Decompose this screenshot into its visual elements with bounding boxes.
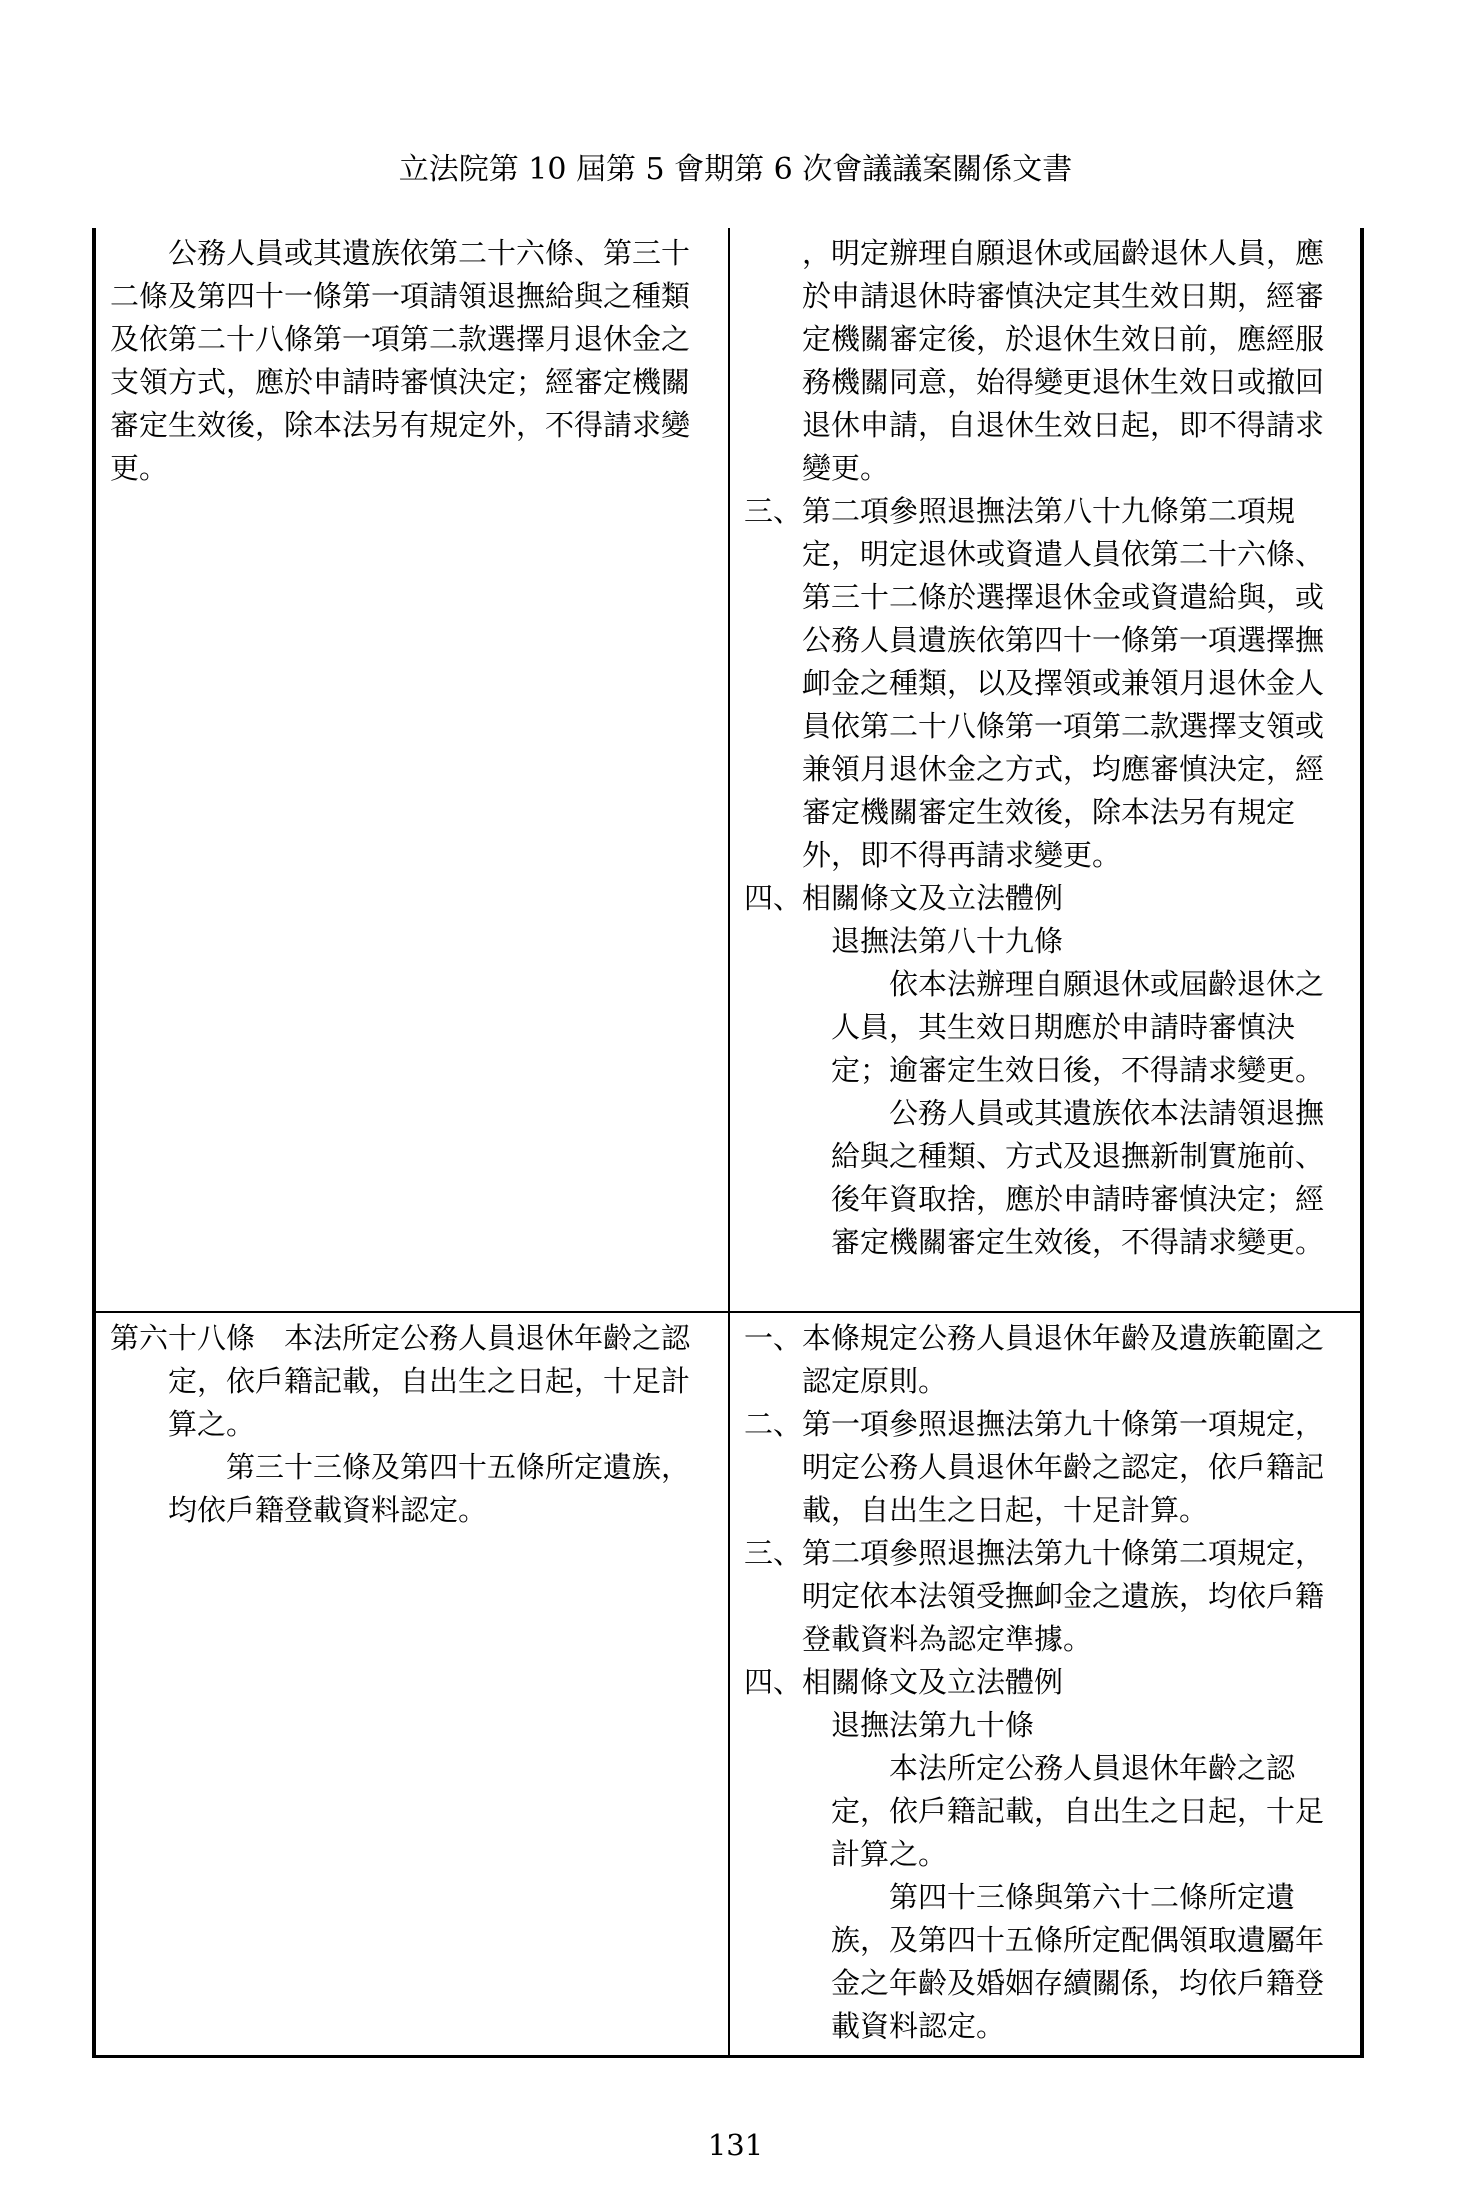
article-paragraph: 公務人員或其遺族依第二十六條、第三十二條及第四十一條第一項請領退撫給與之種類及依第二十八條第一項第二款選擇月退休金之支領方式，應於申請時審慎決定；經審定機關審定生效後，除本法另有規定外，不得請求變更。 [110, 236, 691, 485]
table-row [96, 1311, 1360, 2055]
explanation-item-2: 二、第一項參照退撫法第九十條第一項規定，明定公務人員退休年齡之認定，依戶籍記載，自出生之日起，十足計算。 [744, 1407, 1325, 1527]
article-text-cell [96, 1313, 730, 2055]
explanation-cell [730, 228, 1360, 1311]
explanation-item-4: 四、相關條文及立法體例 [744, 1665, 1064, 1699]
explanation-cell [730, 1313, 1360, 2055]
article-paragraph: 第三十三條及第四十五條所定遺族，均依戶籍登載資料認定。 [168, 1450, 691, 1527]
reference-law-name: 退撫法第八十九條 [831, 924, 1064, 958]
reference-law-paragraph: 本法所定公務人員退休年齡之認定，依戶籍記載，自出生之日起，十足計算之。 [831, 1751, 1325, 1871]
page-number: 131 [707, 2128, 764, 2162]
comparison-table [92, 228, 1364, 2058]
explanation-item-4: 四、相關條文及立法體例 [744, 881, 1064, 915]
table-row [96, 228, 1360, 1311]
explanation-item-3: 三、第二項參照退撫法第八十九條第二項規定，明定退休或資遣人員依第二十六條、第三十二條於選擇退休金或資遣給與，或公務人員遺族依第四十一條第一項選擇撫卹金之種類，以及擇領或兼領月退休金人員依第二十八條第一項第二款選擇支領或兼領月退休金之方式，均應審慎決定，經審定機關審定生效後，除本法另有規定外，即不得再請求變更。 [744, 494, 1325, 872]
reference-law-paragraph: 公務人員或其遺族依本法請領退撫給與之種類、方式及退撫新制實施前、後年資取捨，應於申請時審慎決定；經審定機關審定生效後，不得請求變更。 [831, 1096, 1325, 1259]
explanation-item-3: 三、第二項參照退撫法第九十條第二項規定，明定依本法領受撫卹金之遺族，均依戶籍登載資料為認定準據。 [744, 1536, 1325, 1656]
explanation-continuation: ，明定辦理自願退休或屆齡退休人員，應於申請退休時審慎決定其生效日期，經審定機關審定後，於退休生效日前，應經服務機關同意，始得變更退休生效日或撤回退休申請，自退休生效日起，即不得請求變更。 [802, 236, 1325, 485]
article-68: 第六十八條 本法所定公務人員退休年齡之認定，依戶籍記載，自出生之日起，十足計算之。 [110, 1321, 691, 1441]
document-header: 立法院第 10 屆第 5 會期第 6 次會議議案關係文書 [398, 152, 1073, 187]
reference-law-paragraph: 依本法辦理自願退休或屆齡退休之人員，其生效日期應於申請時審慎決定；逾審定生效日後，不得請求變更。 [831, 967, 1325, 1087]
explanation-item-1: 一、本條規定公務人員退休年齡及遺族範圍之認定原則。 [744, 1321, 1325, 1398]
article-text-cell [96, 228, 730, 1311]
reference-law-name: 退撫法第九十條 [831, 1708, 1035, 1742]
reference-law-paragraph: 第四十三條與第六十二條所定遺族，及第四十五條所定配偶領取遺屬年金之年齡及婚姻存續關係，均依戶籍登載資料認定。 [831, 1880, 1325, 2043]
